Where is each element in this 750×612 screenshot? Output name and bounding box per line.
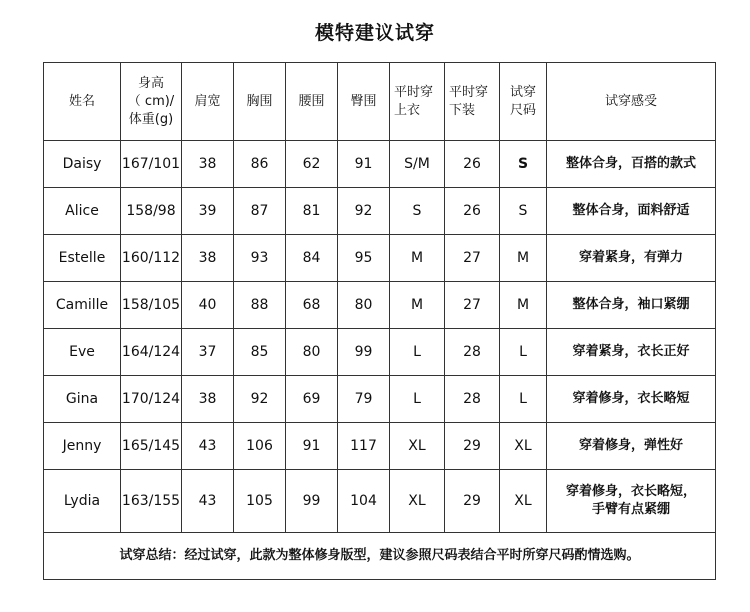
cell-height-weight: 164/124 <box>121 329 182 376</box>
summary-row <box>44 533 716 580</box>
cell-chest: 105 <box>234 470 286 533</box>
header-usual-top: 平时穿 上衣 <box>390 63 445 141</box>
cell-height-weight: 158/105 <box>121 282 182 329</box>
cell-shoulder: 40 <box>182 282 234 329</box>
cell-usual-top: S/M <box>390 141 445 188</box>
cell-usual-bottom: 29 <box>445 470 500 533</box>
cell-try-size: XL <box>500 470 547 533</box>
table-row <box>44 329 716 376</box>
cell-hip: 91 <box>338 141 390 188</box>
cell-shoulder: 38 <box>182 141 234 188</box>
cell-name: Jenny <box>44 423 121 470</box>
cell-usual-bottom: 28 <box>445 329 500 376</box>
cell-usual-bottom: 28 <box>445 376 500 423</box>
cell-usual-top: XL <box>390 423 445 470</box>
page-title: 模特建议试穿 <box>314 22 435 44</box>
cell-feeling: 穿着紧身，衣长正好 <box>547 329 716 376</box>
cell-feeling: 穿着紧身，有弹力 <box>547 235 716 282</box>
cell-height-weight: 167/101 <box>121 141 182 188</box>
fitting-table <box>43 62 716 580</box>
cell-waist: 69 <box>286 376 338 423</box>
cell-waist: 62 <box>286 141 338 188</box>
cell-usual-bottom: 26 <box>445 188 500 235</box>
header-height-weight: 身高 （ cm)/ 体重(g) <box>121 63 182 141</box>
cell-usual-bottom: 26 <box>445 141 500 188</box>
cell-try-size: L <box>500 329 547 376</box>
cell-shoulder: 43 <box>182 423 234 470</box>
table-row <box>44 141 716 188</box>
cell-try-size: S <box>500 188 547 235</box>
cell-usual-top: L <box>390 376 445 423</box>
cell-waist: 68 <box>286 282 338 329</box>
cell-chest: 93 <box>234 235 286 282</box>
cell-hip: 79 <box>338 376 390 423</box>
cell-hip: 104 <box>338 470 390 533</box>
cell-hip: 80 <box>338 282 390 329</box>
cell-try-size: S <box>500 141 547 188</box>
cell-hip: 92 <box>338 188 390 235</box>
cell-chest: 85 <box>234 329 286 376</box>
cell-height-weight: 170/124 <box>121 376 182 423</box>
cell-try-size: XL <box>500 423 547 470</box>
table-row <box>44 188 716 235</box>
cell-name: Eve <box>44 329 121 376</box>
cell-chest: 92 <box>234 376 286 423</box>
cell-name: Alice <box>44 188 121 235</box>
cell-feeling-text: 穿着修身，衣长略短， 手臂有点紧绷 <box>565 484 696 517</box>
cell-try-size: M <box>500 282 547 329</box>
cell-name: Gina <box>44 376 121 423</box>
cell-chest: 87 <box>234 188 286 235</box>
cell-shoulder: 43 <box>182 470 234 533</box>
cell-usual-top: M <box>390 235 445 282</box>
cell-try-size: L <box>500 376 547 423</box>
cell-chest: 88 <box>234 282 286 329</box>
cell-height-weight: 163/155 <box>121 470 182 533</box>
cell-hip: 99 <box>338 329 390 376</box>
cell-usual-bottom: 27 <box>445 282 500 329</box>
cell-waist: 99 <box>286 470 338 533</box>
header-chest: 胸围 <box>234 63 286 141</box>
cell-height-weight: 158/98 <box>121 188 182 235</box>
cell-usual-bottom: 29 <box>445 423 500 470</box>
table-row <box>44 376 716 423</box>
cell-name: Camille <box>44 282 121 329</box>
cell-feeling <box>547 470 716 533</box>
header-shoulder: 肩宽 <box>182 63 234 141</box>
cell-feeling: 整体合身，百搭的款式 <box>547 141 716 188</box>
table-row <box>44 423 716 470</box>
cell-height-weight: 160/112 <box>121 235 182 282</box>
cell-usual-top: XL <box>390 470 445 533</box>
table-row <box>44 470 716 533</box>
cell-shoulder: 38 <box>182 376 234 423</box>
header-feeling: 试穿感受 <box>547 63 716 141</box>
cell-chest: 86 <box>234 141 286 188</box>
cell-waist: 80 <box>286 329 338 376</box>
cell-try-size: M <box>500 235 547 282</box>
cell-name: Lydia <box>44 470 121 533</box>
cell-name: Estelle <box>44 235 121 282</box>
cell-waist: 84 <box>286 235 338 282</box>
cell-waist: 81 <box>286 188 338 235</box>
table-row <box>44 235 716 282</box>
cell-usual-bottom: 27 <box>445 235 500 282</box>
header-waist: 腰围 <box>286 63 338 141</box>
header-name: 姓名 <box>44 63 121 141</box>
cell-chest: 106 <box>234 423 286 470</box>
header-usual-bottom: 平时穿 下装 <box>445 63 500 141</box>
cell-usual-top: M <box>390 282 445 329</box>
cell-feeling: 整体合身，面料舒适 <box>547 188 716 235</box>
cell-feeling: 穿着修身，衣长略短 <box>547 376 716 423</box>
summary-text: 试穿总结：经过试穿，此款为整体修身版型，建议参照尺码表结合平时所穿尺码酌情选购。 <box>44 533 716 580</box>
cell-hip: 117 <box>338 423 390 470</box>
cell-usual-top: L <box>390 329 445 376</box>
table-header-row <box>44 63 716 141</box>
cell-shoulder: 39 <box>182 188 234 235</box>
cell-feeling: 整体合身，袖口紧绷 <box>547 282 716 329</box>
cell-hip: 95 <box>338 235 390 282</box>
cell-shoulder: 38 <box>182 235 234 282</box>
cell-waist: 91 <box>286 423 338 470</box>
cell-name: Daisy <box>44 141 121 188</box>
cell-shoulder: 37 <box>182 329 234 376</box>
cell-feeling: 穿着修身，弹性好 <box>547 423 716 470</box>
table-row <box>44 282 716 329</box>
cell-usual-top: S <box>390 188 445 235</box>
header-try-size: 试穿 尺码 <box>500 63 547 141</box>
header-hip: 臀围 <box>338 63 390 141</box>
cell-height-weight: 165/145 <box>121 423 182 470</box>
